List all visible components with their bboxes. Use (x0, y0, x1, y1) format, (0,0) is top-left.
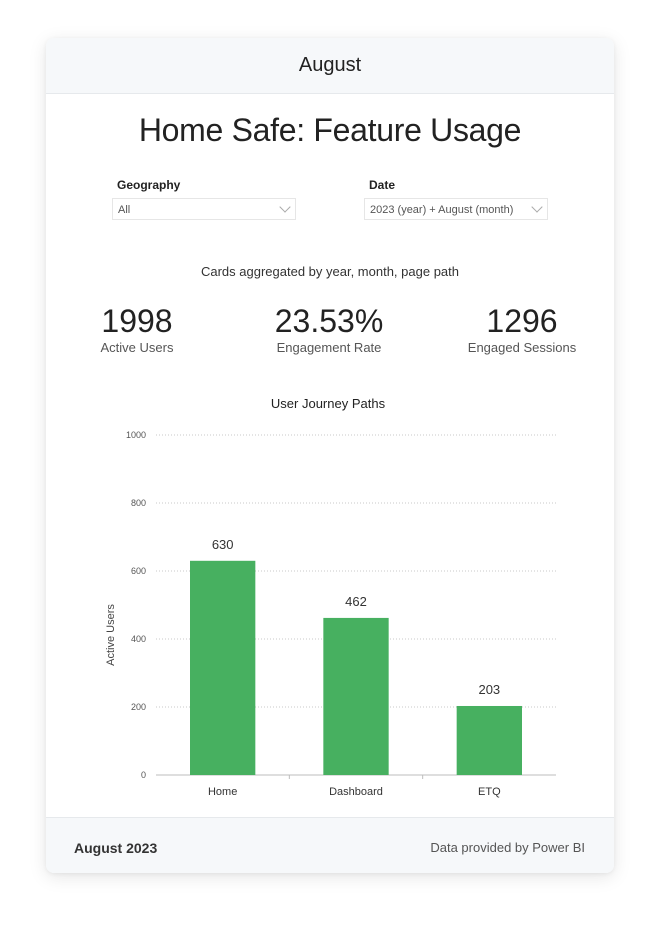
kpi-label: Engagement Rate (276, 340, 382, 355)
kpi-engagement-rate (249, 302, 409, 355)
header-month: August (298, 54, 362, 76)
kpi-active-users (57, 302, 217, 355)
kpi-engaged-sessions (442, 302, 602, 355)
chart-title: User Journey Paths (270, 396, 386, 411)
kpi-label: Engaged Sessions (467, 340, 577, 355)
cards-caption: Cards aggregated by year, month, page path (200, 264, 459, 279)
geography-slicer (112, 178, 296, 220)
geography-dropdown[interactable] (112, 198, 296, 220)
x-tick-label: ETQ (478, 786, 501, 798)
date-slicer (364, 178, 548, 220)
y-tick-label: 400 (130, 634, 146, 644)
date-label: Date (369, 178, 396, 192)
report-title: Home Safe: Feature Usage (138, 112, 522, 148)
data-label: 630 (211, 536, 234, 552)
date-dropdown[interactable] (364, 198, 548, 220)
y-tick-label: 200 (130, 702, 146, 712)
y-tick-label: 600 (130, 566, 146, 576)
y-tick-label: 1000 (125, 430, 146, 440)
bar-etq (457, 706, 522, 775)
kpi-value: 1998 (101, 303, 173, 339)
y-axis-label: Active Users (105, 604, 117, 666)
footer-date: August 2023 (74, 840, 158, 856)
report-card (46, 38, 614, 873)
bar-home (190, 561, 255, 775)
y-tick-label: 800 (130, 498, 146, 508)
chevron-down-icon (531, 201, 542, 212)
card-footer (46, 817, 614, 873)
chevron-down-icon (279, 201, 290, 212)
kpi-label: Active Users (100, 340, 174, 355)
geography-label: Geography (117, 178, 181, 192)
geography-value: All (118, 204, 131, 216)
date-value: 2023 (year) + August (month) (370, 204, 514, 216)
kpi-value: 23.53% (274, 303, 384, 339)
card-header (46, 38, 614, 94)
bar-dashboard (323, 618, 388, 775)
bar-chart (46, 408, 614, 808)
kpi-value: 1296 (486, 303, 558, 339)
y-tick-label: 0 (140, 770, 146, 780)
footer-source: Data provided by Power BI (430, 840, 585, 855)
x-tick-label: Dashboard (329, 786, 383, 798)
data-label: 462 (345, 593, 367, 609)
data-label: 203 (478, 681, 501, 697)
x-tick-label: Home (207, 786, 238, 798)
